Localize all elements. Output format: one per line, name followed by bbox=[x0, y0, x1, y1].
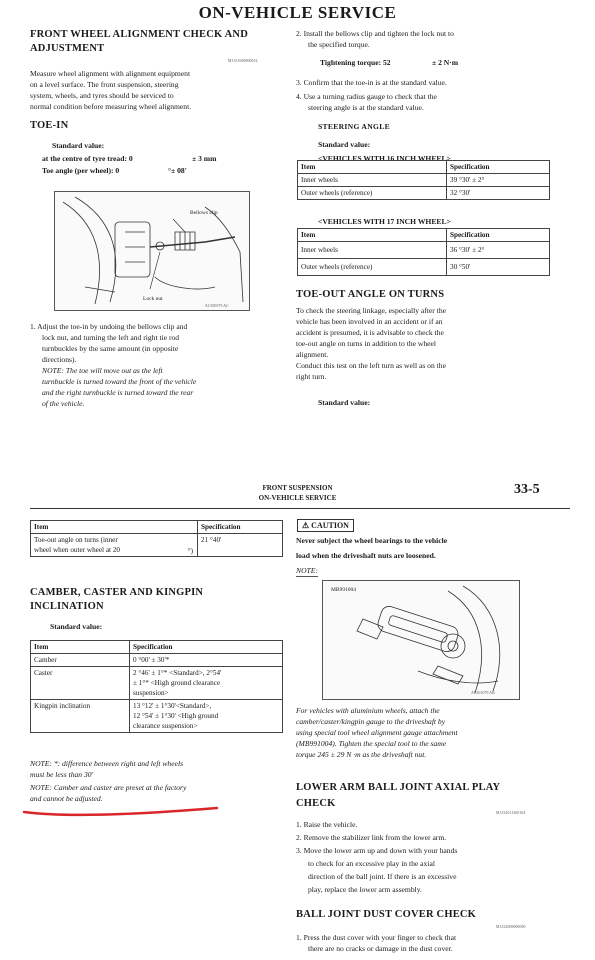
caution-box: ⚠ CAUTION bbox=[297, 519, 354, 532]
dust-cover-steps: 1. Press the dust cover with your finger to check that there are no cracks or damage in the dust cover. bbox=[296, 933, 457, 953]
camber-note-1: NOTE: *: difference between right and left wheels must be less than 30' bbox=[30, 759, 184, 779]
toe-tread-value: ± 3 mm bbox=[192, 154, 217, 163]
toe-out-paragraph: To check the steering linkage, especially after the vehicle has been involved in an accident or if an accident is presumed, it is advisable to check the toe-out angle on turns in addition to the wheel alignment. Conduct this test on the left turn as well as on the right turn. bbox=[296, 306, 447, 381]
steering-table-16: Item Specification Inner wheels 39 °30' ± 2° Outer wheels (reference) 32 °30' bbox=[297, 160, 550, 200]
caution-text: Never subject the wheel bearings to the vehicle load when the driveshaft nuts are loosened. bbox=[296, 536, 448, 560]
lock-nut-label: Lock nut bbox=[143, 296, 163, 302]
lower-code: M1332011300104 bbox=[496, 811, 526, 815]
table-row: Kingpin inclination 13 °12' ± 1°30'<Standard>, 12 °54' ± 1°30' <High ground clearance suspension> bbox=[31, 700, 283, 733]
note-label: NOTE: bbox=[296, 566, 318, 575]
dust-code: M1332006900090 bbox=[496, 925, 526, 929]
bellows-clip-label: Bellows clip bbox=[190, 210, 218, 216]
gauge-drawing bbox=[323, 581, 519, 699]
steering-table-17: Item Specification Inner wheels 36 °30' ± 2° Outer wheels (reference) 30 °50' bbox=[297, 228, 550, 276]
warning-icon: ⚠ bbox=[302, 521, 310, 530]
table-row: Inner wheels 39 °30' ± 2° bbox=[298, 174, 550, 187]
intro-paragraph: Measure wheel alignment with alignment equipment on a level surface. The front suspension, steering system, wheels, and tyres should be serviced to normal condition before measuring wheel alignment. bbox=[30, 69, 192, 111]
toe-in-heading: TOE-IN bbox=[30, 120, 69, 131]
torque-label: Tightening torque: 52 bbox=[320, 58, 391, 67]
aluminium-wheels-note: For vehicles with aluminium wheels, attach the camber/caster/kingpin gauge to the driveshaft by using special tool wheel alignment gauge attachment (MB991004). Tighten the special tool to the same torque 245 ± 29 N ·m as the driveshaft nut. bbox=[296, 706, 458, 759]
toe-out-table: Item Specification Toe-out angle on turns (inner wheel when outer wheel at 20 °) 21 °40' bbox=[30, 520, 283, 557]
red-underline-annotation bbox=[22, 802, 222, 820]
camber-table: Item Specification Camber 0 °00' ± 30'* Caster 2 °46' ± 1°* <Standard>, 2°54' ± 1°* <High ground clearance suspension> Kingpin inclination 13 °12' ± 1°30'<Standard>, 12 °54' ± 1°30' <High ground clearance suspension> bbox=[30, 640, 283, 733]
figure-code: AC300379 AC bbox=[205, 304, 229, 308]
toe-note: NOTE: The toe will move out as the left turnbuckle is turned toward the front of the vehicle and the right turnbuckle is turned toward the rear of the vehicle. bbox=[42, 366, 197, 408]
camber-standard-label: Standard value: bbox=[50, 622, 103, 631]
table-row: Outer wheels (reference) 32 °30' bbox=[298, 187, 550, 200]
table-row: Caster 2 °46' ± 1°* <Standard>, 2°54' ± 1°* <High ground clearance suspension> bbox=[31, 667, 283, 700]
running-header: FRONT SUSPENSION ON-VEHICLE SERVICE bbox=[258, 484, 337, 502]
lower-arm-heading: LOWER ARM BALL JOINT AXIAL PLAY CHECK bbox=[296, 782, 501, 809]
table-row: Outer wheels (reference) 30 °50' bbox=[298, 259, 550, 276]
doc-code: M1331006900052 bbox=[228, 59, 258, 63]
toe-tread-label: at the centre of tyre tread: 0 bbox=[42, 154, 133, 163]
table-row: Inner wheels 36 °30' ± 2° bbox=[298, 242, 550, 259]
camber-note-2: NOTE: Camber and caster are preset at the factory and cannot be adjusted. bbox=[30, 783, 187, 803]
wheel-17-label: <VEHICLES WITH 17 INCH WHEEL> bbox=[318, 217, 451, 226]
section-heading-wheel-alignment: FRONT WHEEL ALIGNMENT CHECK AND ADJUSTMENT bbox=[30, 29, 248, 54]
lower-arm-steps: 1. Raise the vehicle. 2. Remove the stabilizer link from the lower arm. 3. Move the lower arm up and down with your hands to check for an excessive play in the axial direction of the ball joint. If there is an excessive play, replace the lower arm assembly. bbox=[296, 820, 458, 894]
install-step-2: 2. Install the bellows clip and tighten the lock nut to the specified torque. bbox=[296, 29, 454, 49]
page-number: 33-5 bbox=[514, 482, 540, 497]
page-title: ON-VEHICLE SERVICE bbox=[198, 3, 397, 22]
table-row: Camber 0 °00' ± 30'* bbox=[31, 654, 283, 667]
steering-angle-heading: STEERING ANGLE bbox=[318, 122, 390, 131]
gauge-attachment-figure bbox=[322, 580, 520, 700]
torque-value: ± 2 N·m bbox=[432, 58, 459, 67]
confirm-step-3: 3. Confirm that the toe-in is at the standard value. bbox=[296, 78, 447, 87]
table-row: Toe-out angle on turns (inner wheel when outer wheel at 20 °) 21 °40' bbox=[31, 534, 283, 557]
toe-angle-value: °± 08' bbox=[168, 166, 187, 175]
tool-label: MB991004 bbox=[331, 587, 357, 593]
steering-standard-label: Standard value: bbox=[318, 140, 371, 149]
adjust-step-1: 1. Adjust the toe-in by undoing the bellows clip and lock nut, and turning the left and right tie rod turnbuckles by the same amount (in opposite directions). bbox=[30, 322, 188, 364]
camber-heading: CAMBER, CASTER AND KINGPIN INCLINATION bbox=[30, 587, 204, 612]
toe-angle-label: Toe angle (per wheel): 0 bbox=[42, 166, 120, 175]
figure-code: AC301079 AB bbox=[471, 691, 495, 695]
header-rule bbox=[30, 508, 570, 509]
standard-value-label: Standard value: bbox=[52, 141, 105, 150]
gauge-step-4: 4. Use a turning radius gauge to check that the steering angle is at the standard value. bbox=[296, 92, 437, 112]
dust-cover-heading: BALL JOINT DUST COVER CHECK bbox=[296, 909, 477, 920]
wheel-16-label: <VEHICLES WITH 16 INCH WHEEL> bbox=[318, 154, 451, 163]
toe-out-standard-label: Standard value: bbox=[318, 398, 371, 407]
suspension-drawing bbox=[55, 192, 249, 310]
toe-out-heading: TOE-OUT ANGLE ON TURNS bbox=[296, 289, 445, 300]
toe-in-figure bbox=[54, 191, 250, 311]
